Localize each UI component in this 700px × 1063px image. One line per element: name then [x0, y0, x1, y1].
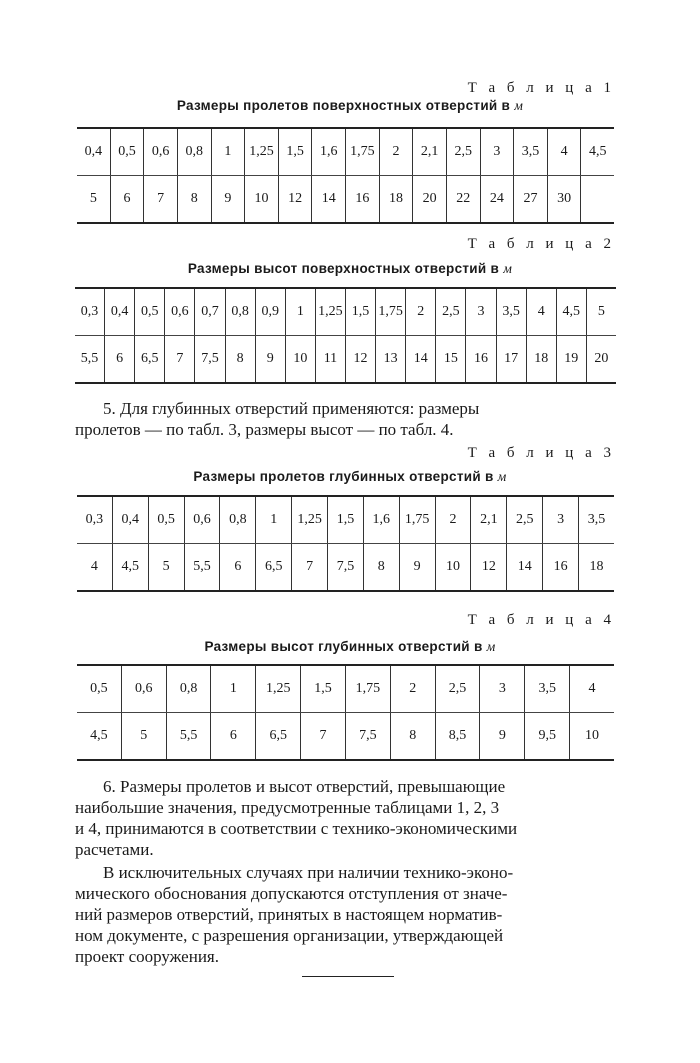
table-cell: 0,7: [194, 289, 224, 335]
table-3-number: Т а б л и ц а 3: [467, 445, 615, 461]
table-cell: 10: [435, 544, 471, 590]
table-cell: 1,75: [345, 666, 390, 712]
table-cell: 18: [526, 336, 556, 382]
table-cell: 6: [104, 336, 134, 382]
table-cell: 4,5: [580, 129, 614, 175]
table-cell: 4: [90, 559, 98, 574]
paragraph-7: В исключительных случаях при наличии технико-эконо- мического обоснования допускаются отступления от значе- ний размеров отверстий, принятых в настоящем норматив- ном документе, с разрешения организации, утверждающей проект сооружения.: [75, 863, 514, 966]
table-cell: 4,5: [556, 289, 586, 335]
table-cell: 11: [315, 336, 345, 382]
table-4-title: Размеры высот глубинных отверстий в м: [204, 639, 496, 654]
table-cell: 1,75: [375, 289, 405, 335]
table-cell: 0,8: [219, 497, 255, 543]
table-cell: [580, 176, 614, 222]
table-cell: 8: [225, 336, 255, 382]
table-cell: 18: [578, 544, 614, 590]
table-cell: 3: [480, 129, 514, 175]
table-cell: 0,5: [148, 497, 184, 543]
table-cell: 16: [465, 336, 495, 382]
table-cell: 8,5: [435, 713, 480, 759]
table-cell: 7: [164, 336, 194, 382]
table-cell: 5,5: [184, 544, 220, 590]
table-row: [77, 543, 614, 590]
table-cell: 5,5: [166, 713, 211, 759]
table-cell: 20: [586, 336, 616, 382]
table-cell: 9,5: [524, 713, 569, 759]
table-cell: 5: [586, 289, 616, 335]
table-cell: 7,5: [194, 336, 224, 382]
table-cell: 1,5: [345, 289, 375, 335]
table-cell: 3: [465, 289, 495, 335]
table-cell: 14: [311, 176, 345, 222]
table-cell: 14: [506, 544, 542, 590]
table-row: [77, 666, 614, 712]
table-cell: 19: [556, 336, 586, 382]
table-4-grid: [77, 664, 614, 761]
table-cell: 0,5: [134, 289, 164, 335]
table-cell: 4: [569, 666, 614, 712]
table-cell: 2: [390, 666, 435, 712]
table-cell: 1,25: [291, 497, 327, 543]
table-cell: 17: [496, 336, 526, 382]
table-cell: 9: [479, 713, 524, 759]
table-cell: 12: [278, 176, 312, 222]
table-cell: 1,6: [311, 129, 345, 175]
table-cell: 1: [211, 129, 245, 175]
table-cell: 6,5: [134, 336, 164, 382]
table-cell: 14: [405, 336, 435, 382]
table-cell: 5: [148, 544, 184, 590]
table-cell: 10: [244, 176, 278, 222]
table-cell: 4,5: [90, 728, 108, 743]
table-2-number: Т а б л и ц а 2: [467, 236, 615, 252]
table-cell: 12: [345, 336, 375, 382]
table-cell: 8: [363, 544, 399, 590]
table-cell: 7: [300, 713, 345, 759]
table-cell: 0,6: [143, 129, 177, 175]
table-cell: 0,8: [177, 129, 211, 175]
table-cell: 9: [255, 336, 285, 382]
table-cell: 2,5: [435, 289, 465, 335]
table-cell: 2,1: [412, 129, 446, 175]
paragraph-6: 6. Размеры пролетов и высот отверстий, превышающие наибольшие значения, предусмотренные таблицами 1, 2, 3 и 4, принимаются в соответствии с технико-экономическими расчетами.: [75, 777, 518, 859]
table-3-title: Размеры пролетов глубинных отверстий в м: [193, 469, 507, 484]
table-cell: 6: [219, 544, 255, 590]
table-cell: 9: [399, 544, 435, 590]
table-cell: 6: [110, 176, 144, 222]
closing-divider: [302, 976, 394, 977]
table-cell: 5: [89, 191, 97, 206]
table-cell: 2,5: [435, 666, 480, 712]
table-cell: 10: [569, 713, 614, 759]
table-cell: 4: [526, 289, 556, 335]
table-cell: 1,5: [300, 666, 345, 712]
table-cell: 3,5: [496, 289, 526, 335]
table-cell: 3,5: [524, 666, 569, 712]
table-cell: 1,25: [244, 129, 278, 175]
table-cell: 6,5: [255, 544, 291, 590]
table-cell: 0,5: [110, 129, 144, 175]
table-cell: 2,1: [470, 497, 506, 543]
table-cell: 16: [345, 176, 379, 222]
table-cell: 12: [470, 544, 506, 590]
table-cell: 1,25: [315, 289, 345, 335]
table-4-number: Т а б л и ц а 4: [467, 612, 615, 628]
table-row: [77, 175, 614, 222]
table-cell: 1: [210, 666, 255, 712]
table-2-title: Размеры высот поверхностных отверстий в м: [187, 261, 513, 276]
table-cell: 6,5: [255, 713, 300, 759]
table-cell: 7: [291, 544, 327, 590]
table-cell: 24: [480, 176, 514, 222]
table-cell: 1,25: [255, 666, 300, 712]
table-cell: 0,3: [85, 512, 104, 527]
table-cell: 5: [121, 713, 166, 759]
table-cell: 2,5: [506, 497, 542, 543]
table-cell: 10: [285, 336, 315, 382]
table-cell: 3,5: [578, 497, 614, 543]
table-row: [75, 289, 616, 335]
table-cell: 0,3: [80, 304, 99, 319]
table-cell: 0,8: [225, 289, 255, 335]
table-cell: 2,5: [446, 129, 480, 175]
table-cell: 27: [513, 176, 547, 222]
table-cell: 9: [211, 176, 245, 222]
table-cell: 3: [542, 497, 578, 543]
table-3-grid: [77, 495, 614, 592]
table-row: [77, 129, 614, 175]
table-cell: 22: [446, 176, 480, 222]
table-cell: 18: [379, 176, 413, 222]
table-cell: 7: [143, 176, 177, 222]
table-cell: 8: [177, 176, 211, 222]
table-row: [77, 712, 614, 759]
table-cell: 16: [542, 544, 578, 590]
table-cell: 0,6: [121, 666, 166, 712]
table-cell: 0,8: [166, 666, 211, 712]
table-cell: 8: [390, 713, 435, 759]
table-cell: 4,5: [112, 544, 148, 590]
table-cell: 20: [412, 176, 446, 222]
table-row: [75, 335, 616, 382]
table-cell: 0,4: [84, 144, 103, 159]
table-row: [77, 497, 614, 543]
table-cell: 0,6: [164, 289, 194, 335]
table-cell: 7,5: [345, 713, 390, 759]
table-cell: 5,5: [80, 351, 99, 366]
table-cell: 6: [210, 713, 255, 759]
table-cell: 1: [255, 497, 291, 543]
table-cell: 7,5: [327, 544, 363, 590]
table-cell: 1,75: [345, 129, 379, 175]
table-2-grid: [75, 287, 616, 384]
paragraph-5: 5. Для глубинных отверстий применяются: размеры пролетов — по табл. 3, размеры высот — по табл. 4.: [75, 399, 480, 439]
table-cell: 30: [547, 176, 581, 222]
table-cell: 1,5: [278, 129, 312, 175]
table-cell: 0,5: [90, 681, 108, 696]
table-cell: 2: [435, 497, 471, 543]
table-cell: 13: [375, 336, 405, 382]
table-cell: 2: [379, 129, 413, 175]
table-cell: 1,75: [399, 497, 435, 543]
table-cell: 15: [435, 336, 465, 382]
table-cell: 1,5: [327, 497, 363, 543]
table-cell: 0,4: [104, 289, 134, 335]
table-cell: 1: [285, 289, 315, 335]
table-cell: 2: [405, 289, 435, 335]
table-cell: 0,6: [184, 497, 220, 543]
table-cell: 4: [547, 129, 581, 175]
table-cell: 3: [479, 666, 524, 712]
table-cell: 0,9: [255, 289, 285, 335]
table-cell: 0,4: [112, 497, 148, 543]
table-1-number: Т а б л и ц а 1: [467, 80, 615, 96]
table-1-grid: [77, 127, 614, 224]
table-cell: 1,6: [363, 497, 399, 543]
table-1-title: Размеры пролетов поверхностных отверстий в м: [176, 98, 524, 113]
table-cell: 3,5: [513, 129, 547, 175]
